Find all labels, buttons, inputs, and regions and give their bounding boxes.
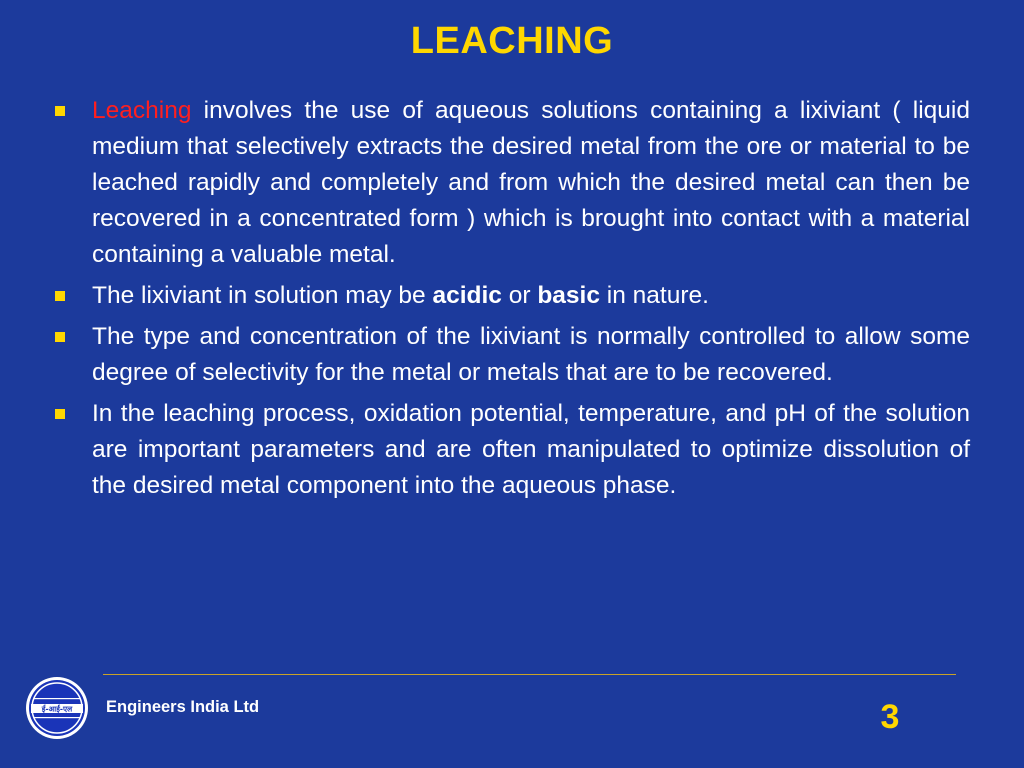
company-logo-icon [25,676,89,745]
square-bullet-icon [55,106,65,116]
bullet-text: The type and concentration of the lixiviant is normally controlled to allow some degree of selectivity for the metal or metals that are to be recovered. [92,323,970,386]
slide-title: LEACHING [410,20,614,62]
square-bullet-icon [55,291,65,301]
keyword-acidic: acidic [432,282,502,309]
page-number: 3 [880,698,900,736]
company-name: Engineers India Ltd [106,698,260,716]
bullet-list [52,93,970,509]
bullet-item [52,319,970,391]
bullet-text: involves the use of aqueous solutions containing a lixiviant ( liquid medium that selectively extracts the desired metal from the ore or material to be leached rapidly and completely and from which the desired metal can then be recovered in a concentrated form ) which is brought into contact with a material containing a valuable metal. [92,97,970,268]
bullet-item [52,278,970,314]
square-bullet-icon [55,409,65,419]
bullet-item [52,93,970,273]
bullet-text-pre: The lixiviant in solution may be [92,282,433,309]
footer-divider [103,674,956,675]
bullet-item [52,396,970,504]
square-bullet-icon [55,332,65,342]
keyword-basic: basic [537,282,600,309]
bullet-text-post: in nature. [599,282,709,309]
bullet-text-mid: or [501,282,538,309]
svg-text:ई-आई-एल: ई-आई-एल [41,704,73,714]
keyword-leaching: Leaching [92,97,192,124]
bullet-text: In the leaching process, oxidation potential, temperature, and pH of the solution are important parameters and are often manipulated to optimize dissolution of the desired metal component into the aqueous phase. [92,400,970,499]
